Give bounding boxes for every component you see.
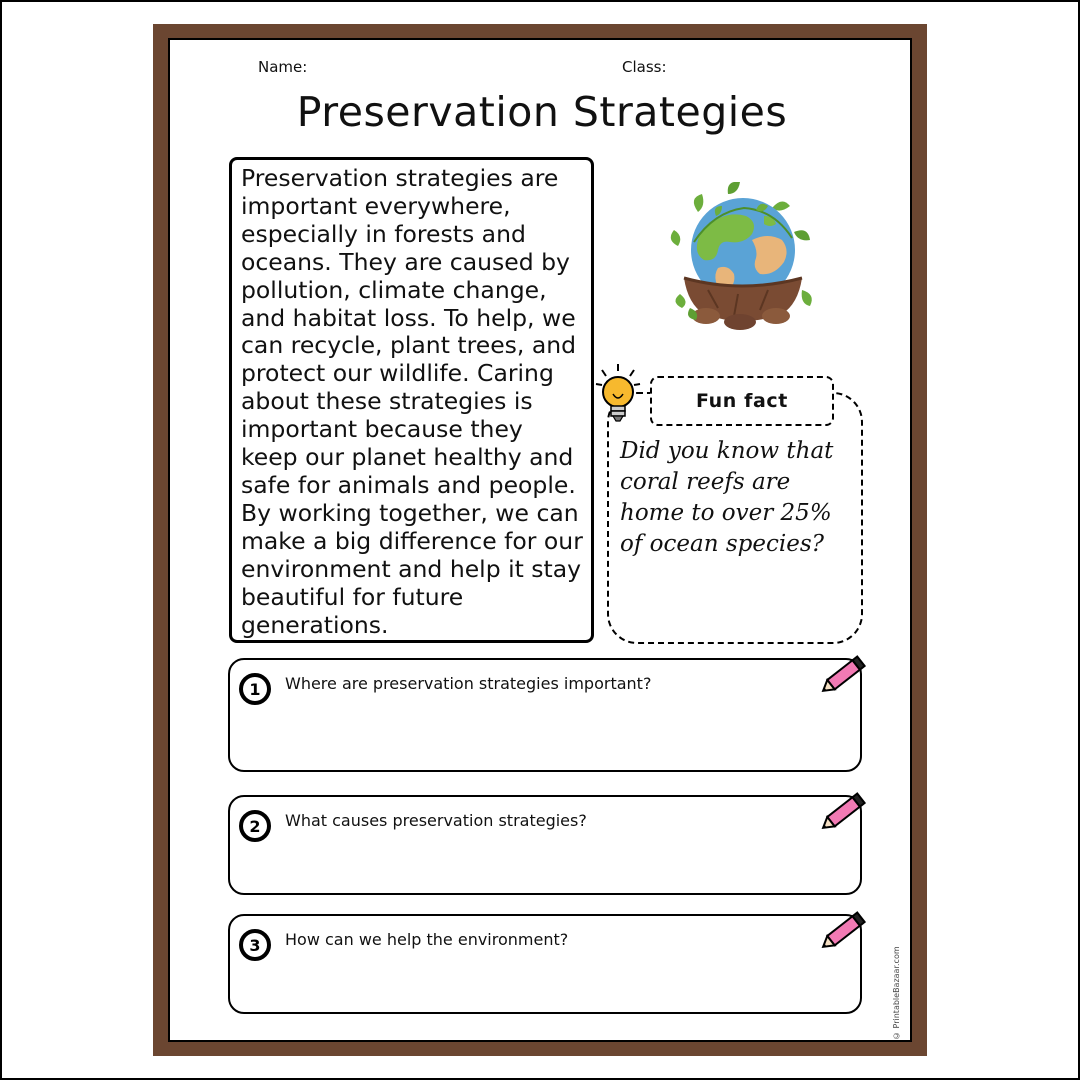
copyright-notice: © PrintableBazaar.com [892, 946, 901, 1040]
question-2-answer-box[interactable] [228, 795, 862, 895]
reading-passage: Preservation strategies are important everywhere, especially in forests and oceans. They are caused by pollution, climate change, and habitat loss. To help, we can recycle, plant trees, and protect our wildlife. Caring about these strategies is important because they keep our planet healthy and safe for animals and people. By working together, we can make a big difference for our environment and help it stay beautiful for future generations. [229, 157, 594, 643]
page-title: Preservation Strategies [296, 88, 788, 136]
question-1-text: Where are preservation strategies important? [285, 674, 652, 693]
question-2-number-badge: 2 [239, 810, 271, 842]
fun-fact-text: Did you know that coral reefs are home to over 25% of ocean species? [620, 438, 834, 557]
question-3-number-badge: 3 [239, 929, 271, 961]
pencil-icon [818, 789, 872, 835]
question-1-answer-box[interactable] [228, 658, 862, 772]
question-3-text: How can we help the environment? [285, 930, 569, 949]
fun-fact-heading: Fun fact [650, 376, 834, 426]
pencil-icon [818, 652, 872, 698]
lightbulb-icon [594, 362, 642, 424]
question-1-number-badge: 1 [239, 673, 271, 705]
class-label: Class: [622, 58, 667, 76]
globe-with-plants-icon [668, 182, 818, 332]
pencil-icon [818, 908, 872, 954]
question-2-text: What causes preservation strategies? [285, 811, 587, 830]
question-3-answer-box[interactable] [228, 914, 862, 1014]
worksheet [168, 38, 912, 1042]
name-label: Name: [258, 58, 308, 76]
